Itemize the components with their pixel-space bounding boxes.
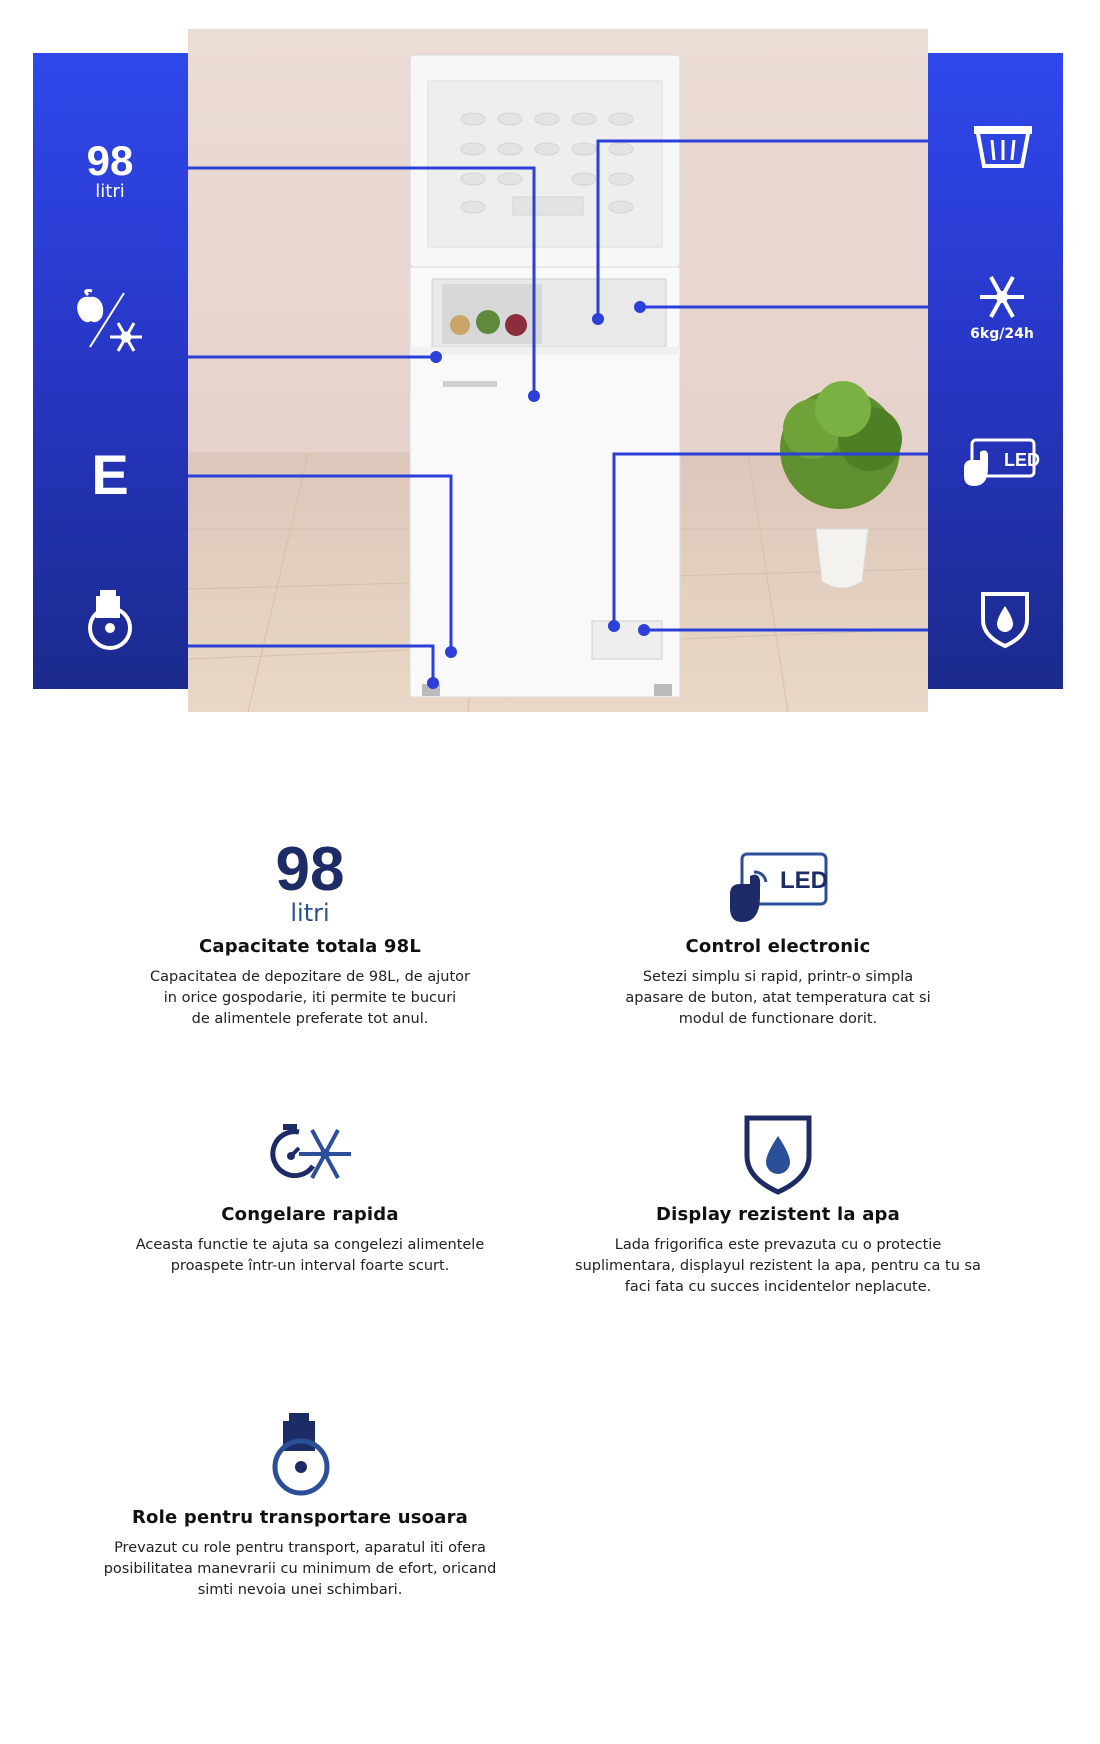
timer-snowflake-icon (100, 1090, 520, 1194)
capacity-icon (100, 822, 520, 926)
capacity-number: 98 (86, 137, 134, 184)
feature-description: Aceasta functie te ajuta sa congelezi alimentele proaspete într-un interval foarte scurt. (135, 1237, 485, 1274)
feature-title: Control electronic (685, 936, 871, 957)
capacity-unit: litri (95, 181, 125, 202)
feature-capacity (100, 822, 520, 1030)
water-drop-shield-icon (568, 1090, 988, 1194)
touch-led-icon (568, 822, 988, 926)
capacity-icon-number: 98 (275, 835, 345, 904)
freezing-capacity: 6kg/24h (970, 326, 1034, 342)
feature-wheels (90, 1393, 510, 1601)
feature-title: Role pentru transportare usoara (132, 1507, 468, 1528)
feature-fast-freeze (100, 1090, 520, 1277)
energy-class: E (91, 443, 129, 506)
feature-description: Capacitatea de depozitare de 98L, de ajutor in orice gospodarie, iti permite te bucuri de alimentele preferate tot anul. (150, 969, 470, 1027)
feature-title: Congelare rapida (221, 1204, 399, 1225)
feature-electronic-control (568, 822, 988, 1030)
svg-text:LED: LED (780, 867, 828, 894)
caster-wheel-icon (90, 1393, 510, 1497)
feature-description: Setezi simplu si rapid, printr-o simpla apasare de buton, atat temperatura cat si modul de functionare dorit. (625, 969, 931, 1027)
capacity-icon-unit: litri (290, 899, 330, 927)
feature-description: Lada frigorifica este prevazuta cu o protectie suplimentara, displayul rezistent la apa, pentru ca tu sa faci fata cu succes incidentelor neplacute. (575, 1237, 981, 1295)
feature-title: Capacitate totala 98L (198, 936, 422, 957)
feature-description: Prevazut cu role pentru transport, aparatul iti ofera posibilitatea manevrarii cu minimum de efort, oricand simti nevoia unei schimbari. (103, 1540, 497, 1598)
svg-text:LED: LED (1004, 450, 1040, 470)
feature-waterproof-display (568, 1090, 988, 1298)
feature-title: Display rezistent la apa (656, 1204, 900, 1225)
